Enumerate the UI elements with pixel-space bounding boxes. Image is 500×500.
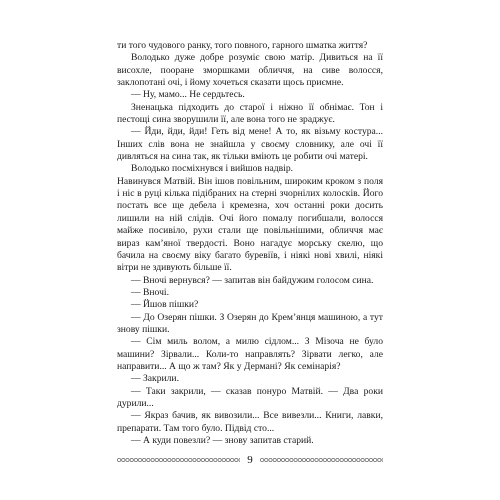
paragraph: Володько посміхнувся і вийшов надвір.	[131, 163, 294, 175]
page-footer	[117, 454, 383, 466]
ornament-right	[260, 457, 383, 463]
paragraph: — Вночі.	[131, 286, 169, 298]
paragraph: — Закрили.	[131, 373, 179, 385]
paragraph: Навинувся Матвій. Він ішов повільним, широким кроком з поля і ніс в руці кілька підібраних на стерні зчорнілих колосків. Його постать все ще дебела і кремезна, хоч останні роки досить лишили на ній слідів. Очі його помалу погибшали, волосся майже посивіло, рухи стали ще повільнішими, обличчя має вираз кам’яної твердості. Воно нагадує морську скелю, що бачила на своєму віку багато буревіїв, і ніякі нові хвилі, ніякі вітри не здивують більше її.	[117, 175, 383, 274]
paragraph: — Якраз бачив, як вивозили... Все вивезли... Книги, лавки, препарати. Там того було. Підвід сто...	[117, 410, 383, 434]
paragraph: — А куди повезли? — знову запитав старий.	[131, 435, 314, 446]
paragraph: — Ну, мамо... Не сердьтесь.	[131, 89, 245, 101]
ornament-left	[117, 457, 240, 463]
paragraph: — Йди, йди, йди! Геть від мене! А то, як візьму костура... Інших слів вона не знайшла у своєму словнику, але очі її дивляться на сина так, як тільки вміють це робити очі матері.	[117, 126, 383, 163]
page-number: 9	[247, 454, 253, 466]
paragraph: Володько дуже добре розуміє свою матір. Дивиться на її висохле, пооране зморшками обличчя, на сиве волосся, заклопотані очі, і йому хочеться сказати щось приємне.	[117, 52, 383, 89]
paragraph: Зненацька підходить до старої і ніжно її обнімає. Тон і пестощі сина зворушили її, але вона того не зраджує.	[117, 101, 383, 126]
paragraph: — Йшов пішки?	[131, 299, 199, 311]
paragraph: — Таки закрили, — сказав понуро Матвій. — Два роки дурили...	[117, 385, 383, 409]
paragraph: — До Озерян пішки. З Озерян до Крем’янця машиною, а тут знову пішки.	[117, 311, 383, 335]
paragraph: ти того чудового ранку, того повного, гарного шматка життя?	[117, 40, 368, 51]
paragraph: — Сім миль волом, а милю сідлом... З Мізоча не було машини? Зірвали... Коли-то направлять? Зірвати легко, але направити... А що ж там? Як у Дермані? Як семінарія?	[117, 336, 383, 372]
text-column	[117, 40, 383, 447]
paragraph: — Вночі вернувся? — запитав він байдужим голосом сина.	[131, 274, 374, 286]
